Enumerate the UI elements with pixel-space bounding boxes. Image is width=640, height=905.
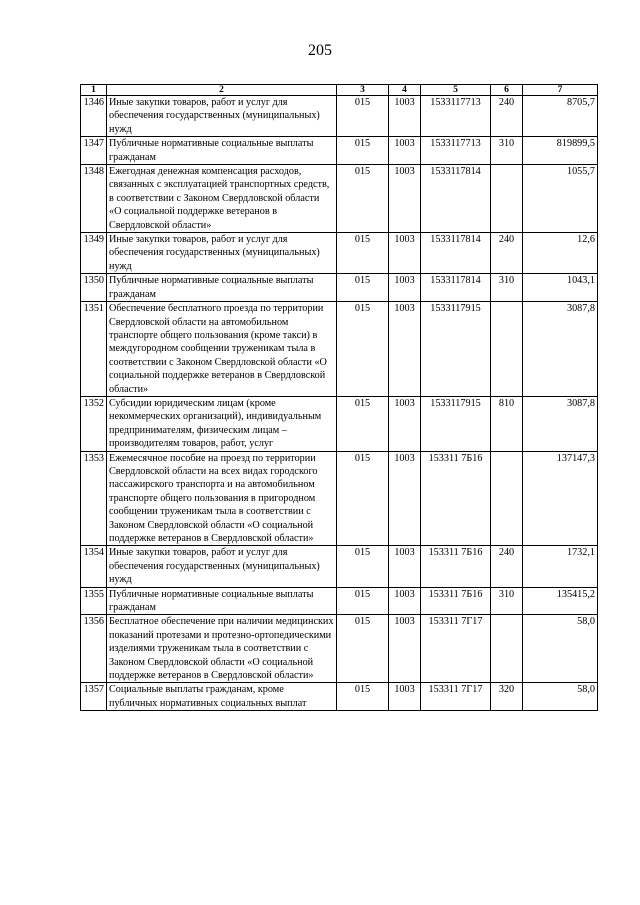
header-cell: 4 [389, 85, 421, 96]
expense-type-cell [491, 165, 523, 233]
table-row [81, 451, 598, 546]
ministry-code-cell: 015 [337, 274, 389, 302]
expense-type-cell: 240 [491, 96, 523, 137]
row-number-cell: 1354 [81, 546, 107, 587]
amount-cell: 1055,7 [523, 165, 598, 233]
header-cell: 2 [107, 85, 337, 96]
table-row [81, 587, 598, 615]
amount-cell: 12,6 [523, 233, 598, 274]
table-row [81, 96, 598, 137]
expense-type-cell: 240 [491, 233, 523, 274]
section-code-cell: 1003 [389, 451, 421, 546]
ministry-code-cell: 015 [337, 451, 389, 546]
amount-cell: 58,0 [523, 683, 598, 711]
row-number-cell: 1351 [81, 302, 107, 397]
table-row [81, 165, 598, 233]
row-name-cell: Социальные выплаты гражданам, кроме публичных нормативных социальных выплат [107, 683, 337, 711]
row-number-cell: 1348 [81, 165, 107, 233]
row-number-cell: 1357 [81, 683, 107, 711]
expense-type-cell: 310 [491, 587, 523, 615]
target-code-cell: 153311 7Б16 [421, 546, 491, 587]
expense-type-cell: 320 [491, 683, 523, 711]
table-row [81, 683, 598, 711]
row-name-cell: Ежегодная денежная компенсация расходов, связанных с эксплуатацией транспортных средств, в соответствии с Законом Свердловской области «О социальной поддержке ветеранов в Свердловской области» [107, 165, 337, 233]
ministry-code-cell: 015 [337, 615, 389, 683]
target-code-cell: 1533117915 [421, 396, 491, 451]
row-number-cell: 1349 [81, 233, 107, 274]
target-code-cell: 153311 7Б16 [421, 587, 491, 615]
ministry-code-cell: 015 [337, 587, 389, 615]
row-number-cell: 1356 [81, 615, 107, 683]
section-code-cell: 1003 [389, 546, 421, 587]
table-row [81, 233, 598, 274]
row-name-cell: Публичные нормативные социальные выплаты гражданам [107, 137, 337, 165]
expense-type-cell [491, 615, 523, 683]
header-cell: 1 [81, 85, 107, 96]
target-code-cell: 153311 7Г17 [421, 683, 491, 711]
amount-cell: 135415,2 [523, 587, 598, 615]
row-name-cell: Иные закупки товаров, работ и услуг для обеспечения государственных (муниципальных) нужд [107, 233, 337, 274]
budget-table [80, 84, 598, 711]
header-cell: 3 [337, 85, 389, 96]
row-number-cell: 1352 [81, 396, 107, 451]
target-code-cell: 153311 7Г17 [421, 615, 491, 683]
row-name-cell: Публичные нормативные социальные выплаты гражданам [107, 587, 337, 615]
target-code-cell: 1533117713 [421, 137, 491, 165]
section-code-cell: 1003 [389, 96, 421, 137]
expense-type-cell [491, 302, 523, 397]
row-number-cell: 1350 [81, 274, 107, 302]
section-code-cell: 1003 [389, 683, 421, 711]
table-row [81, 396, 598, 451]
ministry-code-cell: 015 [337, 233, 389, 274]
target-code-cell: 153311 7Б16 [421, 451, 491, 546]
row-number-cell: 1355 [81, 587, 107, 615]
ministry-code-cell: 015 [337, 396, 389, 451]
section-code-cell: 1003 [389, 137, 421, 165]
target-code-cell: 1533117814 [421, 274, 491, 302]
row-number-cell: 1353 [81, 451, 107, 546]
amount-cell: 137147,3 [523, 451, 598, 546]
target-code-cell: 1533117814 [421, 165, 491, 233]
amount-cell: 1732,1 [523, 546, 598, 587]
expense-type-cell [491, 451, 523, 546]
expense-type-cell: 310 [491, 137, 523, 165]
ministry-code-cell: 015 [337, 683, 389, 711]
page-number: 205 [308, 42, 332, 59]
ministry-code-cell: 015 [337, 137, 389, 165]
table-row [81, 546, 598, 587]
amount-cell: 8705,7 [523, 96, 598, 137]
section-code-cell: 1003 [389, 165, 421, 233]
header-cell: 6 [491, 85, 523, 96]
section-code-cell: 1003 [389, 302, 421, 397]
expense-type-cell: 810 [491, 396, 523, 451]
ministry-code-cell: 015 [337, 165, 389, 233]
row-name-cell: Иные закупки товаров, работ и услуг для обеспечения государственных (муниципальных) нужд [107, 546, 337, 587]
section-code-cell: 1003 [389, 615, 421, 683]
target-code-cell: 1533117814 [421, 233, 491, 274]
amount-cell: 3087,8 [523, 302, 598, 397]
row-name-cell: Ежемесячное пособие на проезд по территории Свердловской области на всех видах городского пассажирского транспорта и на автомобильном транспорте общего пользования в пригородном сообщении труженикам тыла в соответствии с Законом Свердловской области «О социальной поддержке ветеранов в Свердловской области» [107, 451, 337, 546]
expense-type-cell: 240 [491, 546, 523, 587]
expense-type-cell: 310 [491, 274, 523, 302]
ministry-code-cell: 015 [337, 302, 389, 397]
amount-cell: 3087,8 [523, 396, 598, 451]
target-code-cell: 1533117915 [421, 302, 491, 397]
amount-cell: 819899,5 [523, 137, 598, 165]
row-name-cell: Бесплатное обеспечение при наличии медицинских показаний протезами и протезно-ортопедическими изделиями труженикам тыла в соответствии с Законом Свердловской области «О социальной поддержке ветеранов в Свердловской области» [107, 615, 337, 683]
row-number-cell: 1346 [81, 96, 107, 137]
section-code-cell: 1003 [389, 233, 421, 274]
section-code-cell: 1003 [389, 396, 421, 451]
row-name-cell: Обеспечение бесплатного проезда по территории Свердловской области на автомобильном транспорте общего пользования (кроме такси) в междугородном сообщении труженикам тыла в соответствии с Законом Свердловской области «О социальной поддержке ветеранов в Свердловской области» [107, 302, 337, 397]
target-code-cell: 1533117713 [421, 96, 491, 137]
row-number-cell: 1347 [81, 137, 107, 165]
table-row [81, 137, 598, 165]
header-row [81, 85, 598, 96]
header-cell: 5 [421, 85, 491, 96]
row-name-cell: Иные закупки товаров, работ и услуг для обеспечения государственных (муниципальных) нужд [107, 96, 337, 137]
header-cell: 7 [523, 85, 598, 96]
amount-cell: 1043,1 [523, 274, 598, 302]
ministry-code-cell: 015 [337, 96, 389, 137]
table-row [81, 302, 598, 397]
section-code-cell: 1003 [389, 587, 421, 615]
section-code-cell: 1003 [389, 274, 421, 302]
amount-cell: 58,0 [523, 615, 598, 683]
row-name-cell: Субсидии юридическим лицам (кроме некоммерческих организаций), индивидуальным предпринимателям, физическим лицам – производителям товаров, работ, услуг [107, 396, 337, 451]
table-row [81, 615, 598, 683]
row-name-cell: Публичные нормативные социальные выплаты гражданам [107, 274, 337, 302]
ministry-code-cell: 015 [337, 546, 389, 587]
table-row [81, 274, 598, 302]
